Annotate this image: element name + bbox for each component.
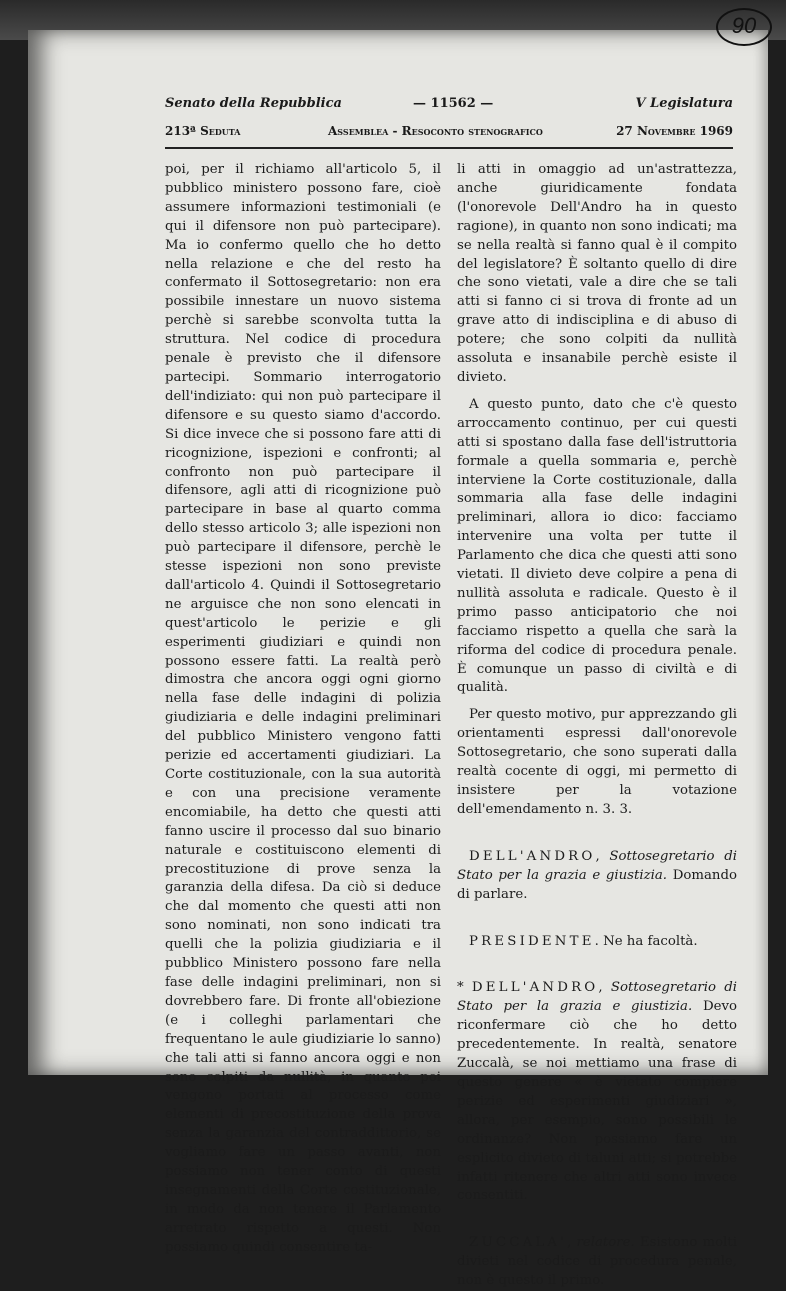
speech-text: Esistono molti divieti nel codice di procedura penale, non è questo il primo. (457, 1235, 737, 1289)
right-paragraph-1: li atti in omaggio ad un'astrattezza, anche giuridicamente fondata (l'onorevole Dell'Andro ha in questo ragione), in quanto non sono indicati; ma se nella realtà si fanno qual è il compito del legislatore? È soltanto quello di dire che sono vietati, vale a dire che se tali atti si fanno ci si trova di fronte ad un grave atto di indisciplina e di abuso di potere; che sono colpiti da nullità assoluta e insanabile perchè esiste il divieto. (457, 162, 737, 385)
handwritten-page-stamp: 90 (716, 8, 772, 46)
speaker-role: Sottosegretario di Stato per la grazia e giustizia. (457, 848, 737, 883)
speaker-name: ZUCCALA' (469, 1235, 568, 1251)
speech-dellandro-2: * DELL'ANDRO, Sottosegretario di Stato per la grazia e giustizia. Devo riconfermare ciò che ho detto precedentemente. In realtà, senatore Zuccalà, se noi mettiamo una frase di questo genere « è vietato compiere perizie ed esperimenti giudiziari », allora, per esempio, sono possibili le ordinanze? Non possiamo fare un esplicito divieto di taluni atti; si potrebbe infatti ritenere che altri atti sono invece consentiti. (457, 980, 737, 1204)
speech-marker: * (457, 980, 464, 996)
header-date: 27 Novembre 1969 (616, 124, 733, 138)
header-senate: Senato della Repubblica (165, 96, 342, 111)
header-divider (165, 147, 733, 149)
speaker-name: DELL'ANDRO (469, 848, 596, 864)
speech-dellandro-1: DELL'ANDRO, Sottosegretario di Stato per la grazia e giustizia. Domando di parlare. (457, 848, 738, 902)
left-paragraph: poi, per il richiamo all'articolo 5, il pubblico ministero possono fare, cioè assumere informazioni testimoniali (e qui il difensore non può partecipare). Ma io confermo quello che ho detto nella relazione e che del resto ha confermato il Sottosegretario: non era possibile innestare un nuovo sistema perchè si sarebbe sconvolta tutta la struttura. Nel codice di procedura penale è previsto che il difensore partecipi. Sommario interrogatorio dell'indiziato: qui non può partecipare il difensore e su questo siamo d'accordo. Si dice invece che si possono fare atti di ricognizione, ispezioni e confronti; al confronto non può partecipare il difensore, agli atti di ricognizione può partecipare in base al quarto comma dello stesso articolo 3; alle ispezioni non può partecipare il difensore, perchè le stesse ispezioni non sono previste dall'articolo 4. Quindi il Sottosegretario ne arguisce che non sono elencati in quest'articolo le perizie e gli esperimenti giudiziari e quindi non possono essere fatti. La realtà però dimostra che ancora oggi ogni giorno nella fase delle indagini di polizia giudiziaria e delle indagini preliminari del pubblico Ministero vengono fatti perizie ed accertamenti giudiziari. La Corte costituzionale, con la sua autorità e con una precisione veramente encomiabile, ha detto che questi atti fanno uscire il processo dal suo binario naturale e costituiscono elementi di precostituzione di prove senza la garanzia della difesa. Da ciò si deduce che dal momento che questi atti non sono nominati, non sono indicati tra quelli che la polizia giudiziaria e il pubblico Ministero possono fare nella fase delle indagini preliminari, non si dovrebbero fare. Di fronte all'obiezione (e i colleghi parlamentari che frequentano le aule giudiziarie lo sanno) che tali atti si fanno ancora oggi e non sono colpiti da nullità, in quanto poi vengono portati al processo come elementi di precostituzione della prova senza la garanzia del contraddittorio, se vogliamo fare un passo avanti, non possiamo non tener conto di questi insegnamenti della Corte costituzionale, in modo da non tenere il Parlamento arretrato rispetto a questi. Non possiamo quindi consentire ta- (165, 162, 441, 1255)
speaker-name: PRESIDENTE (469, 933, 595, 949)
header-assembly: Assemblea - Resoconto stenografico (328, 124, 543, 138)
speaker-name: DELL'ANDRO (471, 980, 599, 996)
speech-text: Devo riconfermare ciò che ho detto precedentemente. In realtà, senatore Zuccalà, se noi mettiamo una frase di questo genere « è vietato compiere perizie ed esperimenti giudiziari », allora, per esempio, sono possibili le ordinanze? Non possiamo fare un esplicito divieto di taluni atti; si potrebbe infatti ritenere che altri atti sono invece consentiti. (457, 999, 737, 1204)
header-legislature: V Legislatura (635, 96, 733, 111)
left-column (165, 161, 441, 1258)
speaker-role: Sottosegretario di Stato per la grazia e giustizia. (457, 980, 737, 1015)
running-subheader (165, 124, 733, 144)
speech-text: Ne ha facoltà. (603, 933, 698, 949)
speech-text: Domando di parlare. (457, 867, 738, 902)
speech-zuccala: ZUCCALA', relatore. Esistono molti divieti nel codice di procedura penale, non è questo il primo. (457, 1235, 737, 1289)
header-page-number: — 11562 — (413, 96, 494, 111)
speaker-role: relatore. (576, 1235, 635, 1251)
speech-presidente: PRESIDENTE. Ne ha facoltà. (469, 933, 698, 949)
running-header (165, 96, 733, 116)
right-column (457, 161, 737, 1291)
right-paragraph-2: A questo punto, dato che c'è questo arroccamento continuo, per cui questi atti si spostano dalla fase dell'istruttoria formale a quella sommaria e, perchè interviene la Corte costituzionale, dalla sommaria alla fase delle indagini preliminari, allora io dico: facciamo intervenire una volta per tutte il Parlamento che dica che questi atti sono vietati. Il divieto deve colpire a pena di nullità assoluta e radicale. Questo è il primo passo anticipatorio che noi facciamo rispetto a quella che sarà la riforma del codice di procedura penale. È comunque un passo di civiltà e di qualità. (457, 396, 737, 696)
right-paragraph-3: Per questo motivo, pur apprezzando gli orientamenti espressi dall'onorevole Sottosegretario, che sono superati dalla realtà cocente di oggi, mi permetto di insistere per la votazione dell'emendamento n. 3. 3. (457, 707, 737, 817)
header-session: 213ª Seduta (165, 124, 241, 138)
